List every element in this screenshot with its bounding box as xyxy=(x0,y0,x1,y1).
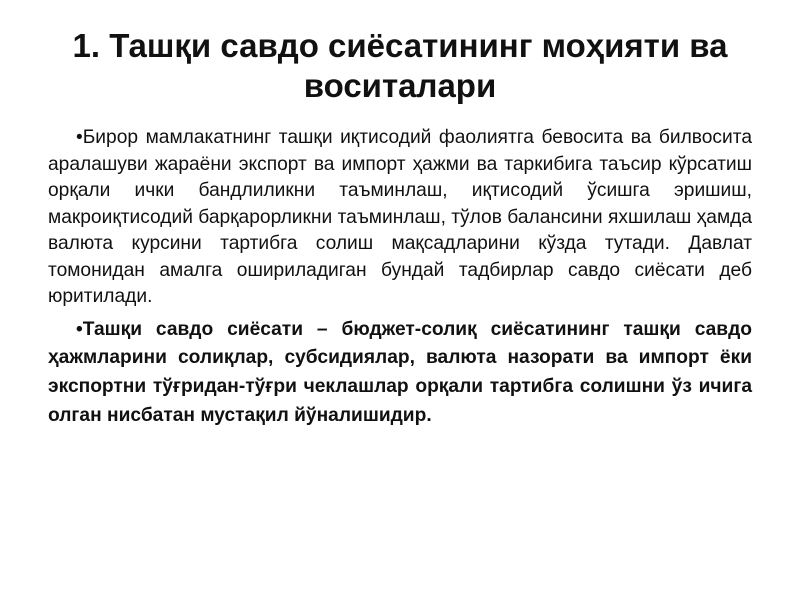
slide-content xyxy=(48,125,752,436)
paragraph-definition-process xyxy=(48,125,752,311)
bullet-icon: • xyxy=(76,318,83,340)
paragraph-text: Ташқи савдо сиёсати – бюджет-солиқ сиёсатининг ташқи савдо ҳажмларини солиқлар, субсидиялар, валюта назорати ва импорт ёки экспортни тўғридан-тўғри чеклашлар орқали тартибга солишни ўз ичига олган нисбатан мустақил йўналишидир. xyxy=(48,318,752,426)
paragraph-text: Бирор мамлакатнинг ташқи иқтисодий фаолиятга бевосита ва билвосита аралашуви жараёни экспорт ва импорт ҳажми ва таркибига таъсир кўрсатиш орқали ички бандлиликни таъминлаш, иқтисодий ўсишга эришиш, макроиқтисодий барқарорликни таъминлаш, тўлов балансини яхшилаш ҳамда валюта курсини тартибга солиш мақсадларини кўзда тутади. Давлат томонидан амалга ошириладиган бундай тадбирлар савдо сиёсати деб юритилади. xyxy=(48,127,752,307)
slide-title: 1. Ташқи савдо сиёсатининг моҳияти ва воситалари xyxy=(72,27,728,104)
paragraph-trade-policy-definition xyxy=(48,316,752,431)
bullet-icon: • xyxy=(76,127,83,148)
